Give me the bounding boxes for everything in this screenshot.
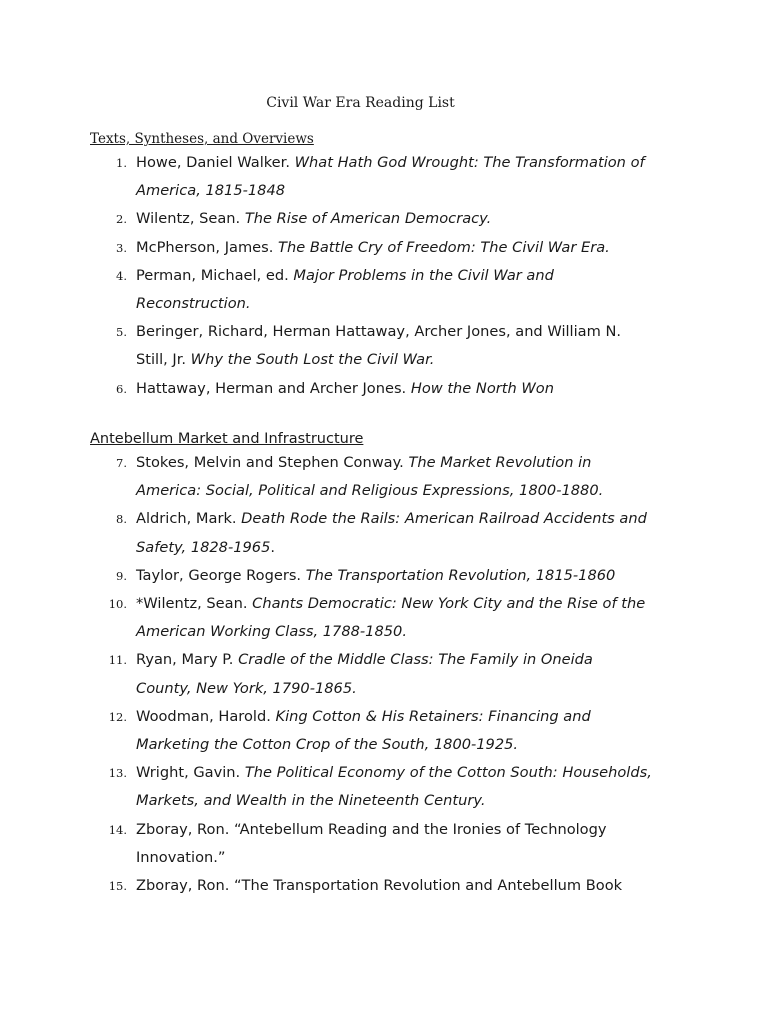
citation-author: Ryan, Mary P. xyxy=(136,651,239,669)
item-number: 15. xyxy=(108,879,127,894)
citation xyxy=(136,262,690,318)
section-heading: Antebellum Market and Infrastructure xyxy=(90,431,364,447)
citation-author: Aldrich, Mark. xyxy=(136,510,242,528)
citation xyxy=(136,562,690,590)
citation-title-continued: Reconstruction. xyxy=(136,295,251,313)
citation xyxy=(136,375,690,403)
list-item xyxy=(90,703,690,759)
citation-title: How the North Won xyxy=(410,379,554,397)
citation-author: Wilentz, Sean. xyxy=(136,210,245,228)
list-item xyxy=(90,318,690,374)
list-item xyxy=(90,449,690,505)
item-number: 1. xyxy=(116,156,127,170)
item-number: 9. xyxy=(116,568,127,583)
citation-title: The Battle Cry of Freedom: The Civil War Era. xyxy=(278,238,610,256)
citation-title: The Rise of American Democracy. xyxy=(244,210,492,228)
citation-title: Why the South Lost the Civil War. xyxy=(190,351,435,369)
section-heading: Texts, Syntheses, and Overviews xyxy=(90,131,314,147)
item-number: 13. xyxy=(108,766,127,781)
citation xyxy=(136,590,690,646)
section-antebellum-market-infrastructure xyxy=(90,429,690,900)
list-item xyxy=(90,759,690,815)
citation-author: Hattaway, Herman and Archer Jones. xyxy=(136,379,411,397)
citation-author: Stokes, Melvin and Stephen Conway. xyxy=(136,454,409,471)
list-item xyxy=(90,234,690,262)
citation-author: Beringer, Richard, Herman Hattaway, Archer Jones, and William N. xyxy=(136,323,622,341)
citation xyxy=(136,449,690,505)
citation-title: The Transportation Revolution, 1815-1860 xyxy=(305,566,616,584)
citation-author: Perman, Michael, ed. xyxy=(136,266,294,284)
citation-author-continued: Innovation.” xyxy=(136,848,226,866)
citation-title: Major Problems in the Civil War and xyxy=(293,266,554,284)
citation-author: Woodman, Harold. xyxy=(136,707,276,725)
citation-title: Death Rode the Rails: American Railroad Accidents and xyxy=(241,510,647,528)
citation-author: *Wilentz, Sean. xyxy=(136,595,253,613)
item-number: 6. xyxy=(116,381,127,396)
citation-title: Chants Democratic: New York City and the Rise of the xyxy=(252,595,646,613)
citation-title: King Cotton & His Retainers: Financing and xyxy=(275,707,591,725)
item-number: 11. xyxy=(108,653,127,668)
item-number: 5. xyxy=(116,325,127,340)
citation xyxy=(136,234,690,262)
section-texts-syntheses-overviews xyxy=(90,129,690,403)
citation-title-continued: America: Social, Political and Religious Expressions, 1800-1880. xyxy=(136,482,604,500)
citation-title-continued: American Working Class, 1788-1850. xyxy=(136,623,407,641)
citation-author: Wright, Gavin. xyxy=(136,764,245,782)
citation-author-continued: Still, Jr. xyxy=(136,351,191,369)
reading-list xyxy=(90,449,690,900)
item-number: 7. xyxy=(116,456,127,470)
item-number: 8. xyxy=(116,512,127,527)
citation xyxy=(136,149,690,205)
citation-title: The Market Revolution in xyxy=(408,454,592,471)
citation xyxy=(136,703,690,759)
document-title: Civil War Era Reading List xyxy=(266,95,455,111)
item-number: 3. xyxy=(116,240,127,255)
citation-punctuation: . xyxy=(270,538,276,556)
citation-title-continued: County, New York, 1790-1865. xyxy=(136,679,357,697)
citation-author: McPherson, James. xyxy=(136,238,279,256)
item-number: 2. xyxy=(116,212,127,227)
citation-author: Zboray, Ron. “The Transportation Revolution and Antebellum Book xyxy=(136,877,623,895)
reading-list xyxy=(90,149,690,403)
citation-author: Taylor, George Rogers. xyxy=(136,566,306,584)
item-number: 4. xyxy=(116,268,127,283)
citation xyxy=(136,646,690,702)
list-item xyxy=(90,375,690,403)
citation xyxy=(136,205,690,233)
citation-title-continued: America, 1815-1848 xyxy=(136,182,286,200)
citation-author: Zboray, Ron. “Antebellum Reading and the Ironies of Technology xyxy=(136,820,607,838)
citation-title-continued: Marketing the Cotton Crop of the South, 1800-1925. xyxy=(136,736,519,754)
list-item xyxy=(90,590,690,646)
citation xyxy=(136,505,690,561)
item-number: 12. xyxy=(108,709,127,724)
citation-title-continued: Safety, 1828-1965 xyxy=(136,538,271,556)
citation xyxy=(136,816,690,872)
citation-author: Howe, Daniel Walker. xyxy=(136,154,295,171)
list-item xyxy=(90,872,690,900)
list-item xyxy=(90,205,690,233)
citation xyxy=(136,872,690,900)
list-item xyxy=(90,562,690,590)
citation-title: The Political Economy of the Cotton South: Households, xyxy=(244,764,652,782)
item-number: 14. xyxy=(108,822,127,837)
citation xyxy=(136,318,690,374)
item-number: 10. xyxy=(108,597,127,612)
citation xyxy=(136,759,690,815)
list-item xyxy=(90,505,690,561)
citation-title: What Hath God Wrought: The Transformation of xyxy=(294,154,645,171)
citation-title: Cradle of the Middle Class: The Family in Oneida xyxy=(238,651,593,669)
list-item xyxy=(90,262,690,318)
list-item xyxy=(90,646,690,702)
list-item xyxy=(90,149,690,205)
list-item xyxy=(90,816,690,872)
citation-title-continued: Markets, and Wealth in the Nineteenth Century. xyxy=(136,792,486,810)
